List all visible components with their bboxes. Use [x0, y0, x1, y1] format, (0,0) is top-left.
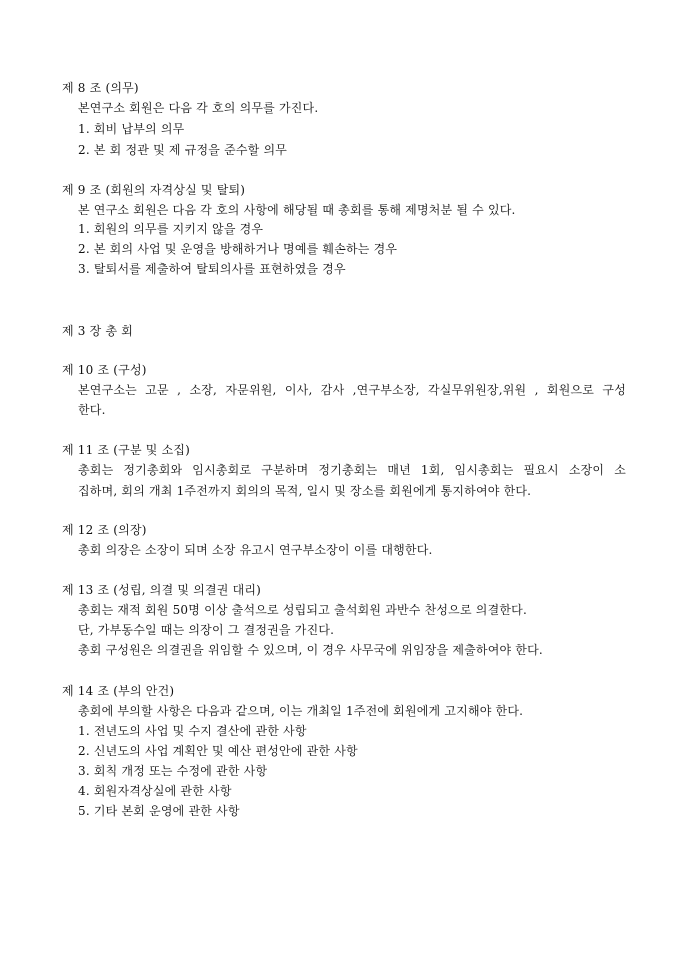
article-8-title: 제 8 조 (의무) [62, 81, 139, 95]
chapter-3-title: 제 3 장 총 회 [62, 324, 134, 338]
article-11-body-line-2: 집하며, 회의 개최 1주전까지 회의의 목적, 일시 및 장소를 회원에게 통지하여야 한다. [78, 484, 532, 498]
article-8-intro: 본연구소 회원은 다음 각 호의 의무를 가진다. [78, 101, 319, 115]
article-14-intro: 총회에 부의할 사항은 다음과 같으며, 이는 개최일 1주전에 회원에게 고지해야 한다. [78, 704, 524, 718]
article-14-item-1: 1. 전년도의 사업 및 수지 결산에 관한 사항 [78, 724, 307, 738]
article-13-line-1: 총회는 재적 회원 50명 이상 출석으로 성립되고 출석회원 과반수 찬성으로 의결한다. [78, 603, 527, 617]
article-9-item-2: 2. 본 회의 사업 및 운영을 방해하거나 명예를 훼손하는 경우 [78, 242, 398, 256]
article-13-title: 제 13 조 (성립, 의결 및 의결권 대리) [62, 583, 262, 597]
article-14-item-2: 2. 신년도의 사업 계획안 및 예산 편성안에 관한 사항 [78, 744, 358, 758]
article-14-item-4: 4. 회원자격상실에 관한 사항 [78, 784, 232, 798]
article-12-title: 제 12 조 (의장) [62, 523, 147, 537]
article-9-item-1: 1. 회원의 의무를 지키지 않을 경우 [78, 222, 264, 236]
article-11-title: 제 11 조 (구분 및 소집) [62, 443, 191, 457]
article-14-item-5: 5. 기타 본회 운영에 관한 사항 [78, 804, 240, 818]
article-9-intro: 본 연구소 회원은 다음 각 호의 사항에 해당될 때 총회를 통해 제명처분 될 수 있다. [78, 203, 516, 217]
article-13-line-3: 총회 구성원은 의결권을 위임할 수 있으며, 이 경우 사무국에 위임장을 제출하여야 한다. [78, 643, 543, 657]
article-12-body: 총회 의장은 소장이 되며 소장 유고시 연구부소장이 이를 대행한다. [78, 543, 433, 557]
article-9-item-3: 3. 탈퇴서를 제출하여 탈퇴의사를 표현하였을 경우 [78, 262, 346, 276]
article-14-item-3: 3. 회칙 개정 또는 수정에 관한 사항 [78, 764, 268, 778]
article-13-line-2: 단, 가부동수일 때는 의장이 그 결정권을 가진다. [78, 623, 335, 637]
article-10-body-line-1: 본연구소는 고문 , 소장, 자문위원, 이사, 감사 ,연구부소장, 각실무위원장,위원 , 회원으로 구성 [78, 383, 626, 397]
article-10-title: 제 10 조 (구성) [62, 363, 147, 377]
article-8-item-1: 1. 회비 납부의 의무 [78, 122, 185, 136]
article-11-body-line-1: 총회는 정기총회와 임시총회로 구분하며 정기총회는 매년 1회, 임시총회는 필요시 소장이 소 [78, 463, 626, 477]
article-9-title: 제 9 조 (회원의 자격상실 및 탈퇴) [62, 183, 246, 197]
article-14-title: 제 14 조 (부의 안건) [62, 684, 175, 698]
article-8-item-2: 2. 본 회 정관 및 제 규정을 준수할 의무 [78, 143, 288, 157]
article-10-body-line-2: 한다. [78, 403, 106, 417]
